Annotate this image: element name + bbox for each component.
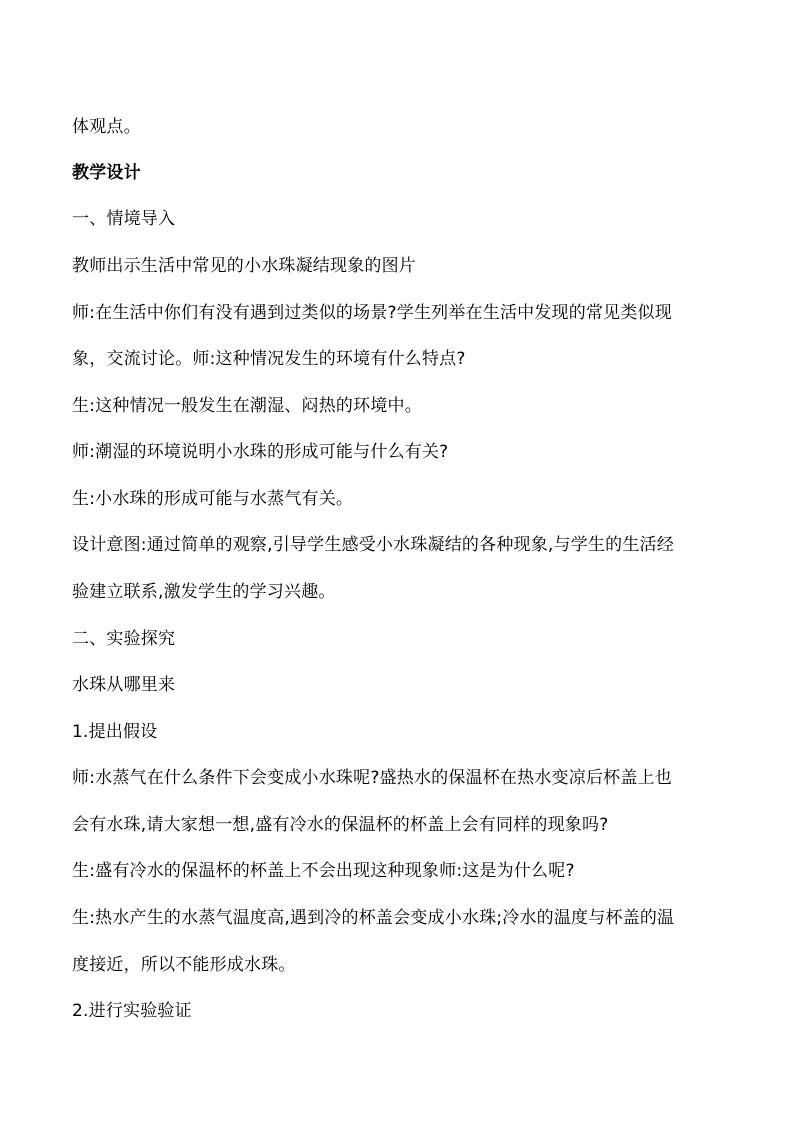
paragraph-line: 生:这种情况一般发生在潮湿、闷热的环境中。 (72, 396, 422, 416)
section-heading: 教学设计 (72, 163, 141, 183)
paragraph-line: 度接近，所以不能形成水珠。 (72, 955, 296, 975)
paragraph-line: 师:潮湿的环境说明小水珠的形成可能与什么有关? (72, 442, 449, 462)
paragraph-line: 生:小水珠的形成可能与水蒸气有关。 (72, 489, 354, 509)
paragraph-line: 会有水珠,请大家想一想,盛有冷水的保温杯的杯盖上会有同样的现象吗? (72, 815, 609, 835)
paragraph-line: 生:盛有冷水的保温杯的杯盖上不会出现这种现象师:这是为什么呢? (72, 861, 575, 881)
subsection-heading: 二、实验探究 (72, 629, 176, 649)
paragraph-line: 教师出示生活中常见的小水珠凝结现象的图片 (72, 256, 416, 276)
paragraph-line: 设计意图:通过简单的观察,引导学生感受小水珠凝结的各种现象,与学生的生活经 (72, 535, 674, 555)
step-heading: 2.进行实验验证 (72, 1001, 192, 1021)
step-heading: 1.提出假设 (72, 722, 158, 742)
paragraph-line: 生:热水产生的水蒸气温度高,遇到冷的杯盖会变成小水珠;冷水的温度与杯盖的温 (72, 908, 675, 928)
paragraph-line: 体观点。 (72, 117, 141, 137)
paragraph-line: 师:水蒸气在什么条件下会变成小水珠呢?盛热水的保温杯在热水变凉后杯盖上也 (72, 768, 672, 788)
paragraph-line: 验建立联系,激发学生的学习兴趣。 (72, 582, 336, 602)
subsection-heading: 一、情境导入 (72, 209, 176, 229)
paragraph-line: 师:在生活中你们有没有遇到过类似的场景?学生列举在生活中发现的常见类似现 (72, 303, 672, 323)
paragraph-line: 象，交流讨论。师:这种情况发生的环境有什么特点? (72, 349, 466, 369)
paragraph-line: 水珠从哪里来 (72, 675, 176, 695)
